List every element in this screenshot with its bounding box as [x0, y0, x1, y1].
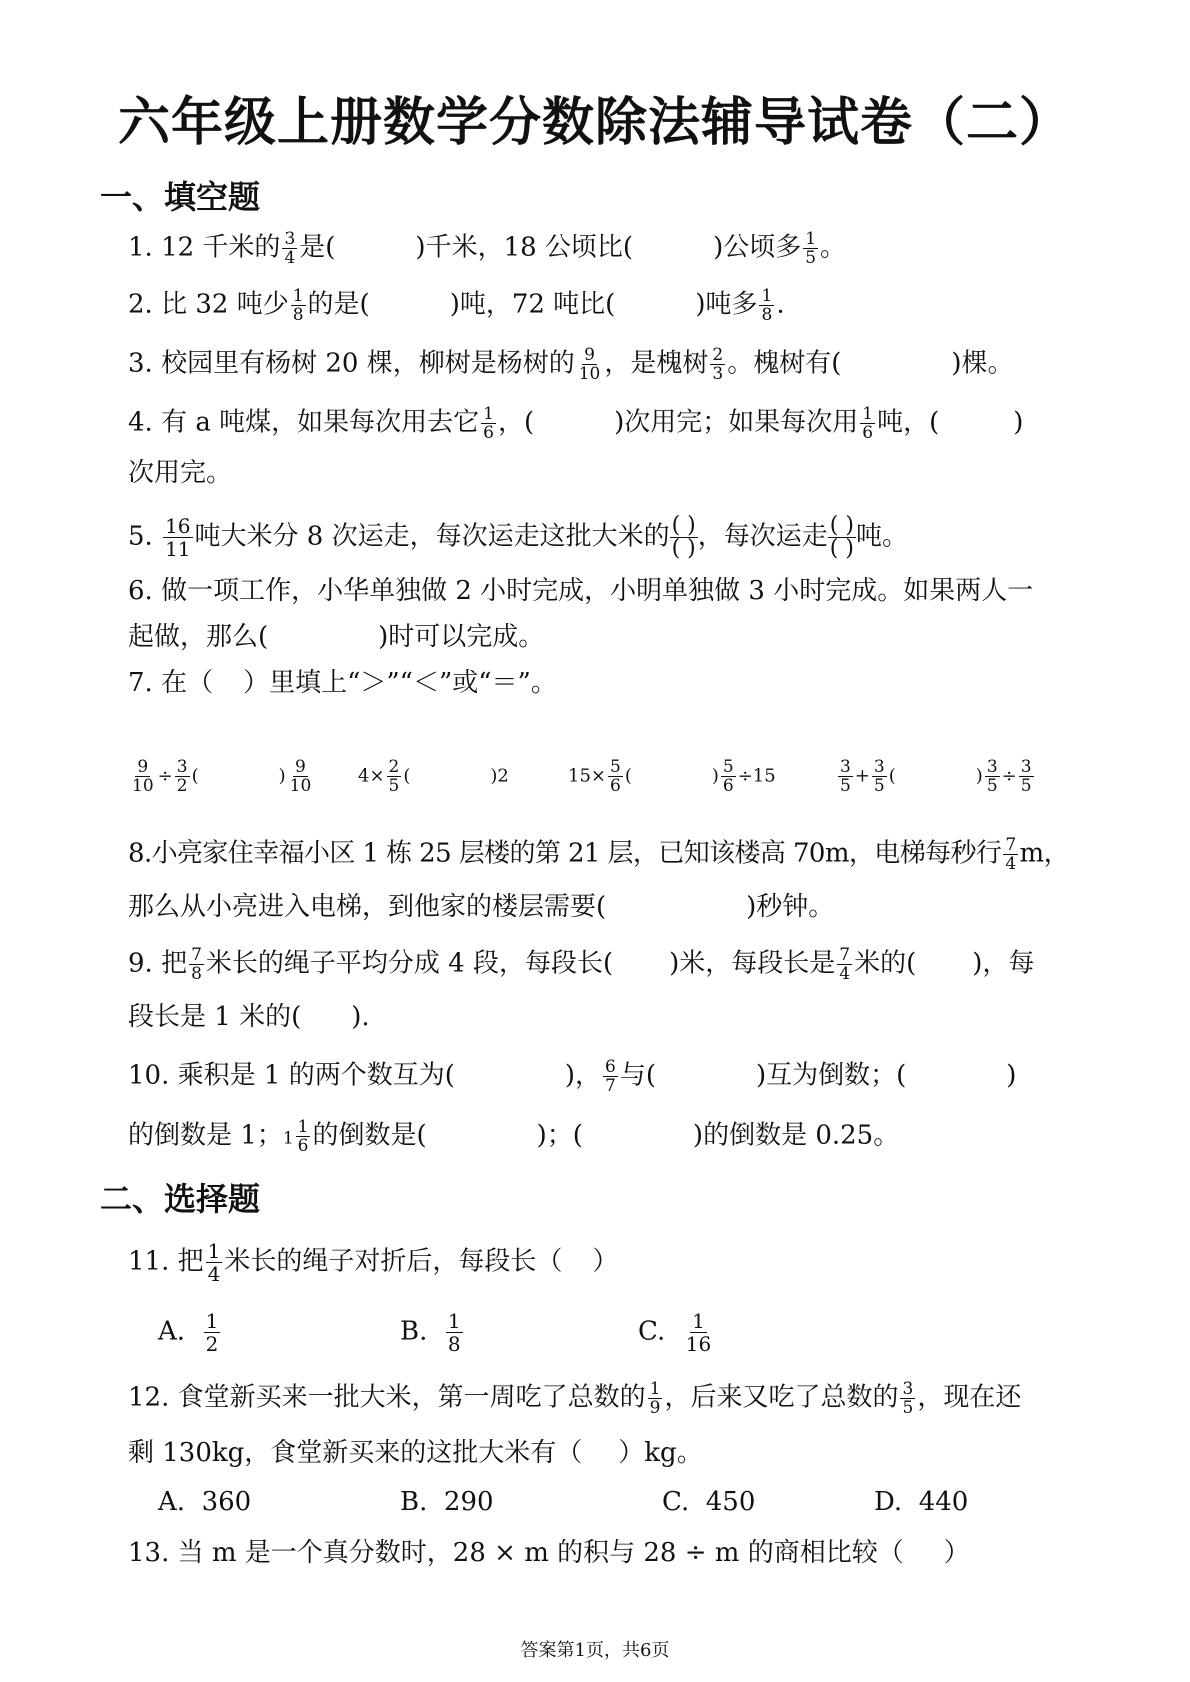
- fraction: $\frac{3}{5}$: [1020, 757, 1032, 796]
- fraction: $\frac{5}{6}$: [722, 757, 734, 796]
- fraction: $\frac{1}{8}$: [761, 286, 773, 325]
- option-d[interactable]: D. 440: [874, 1487, 969, 1517]
- question-5: 5. $\frac{16}{11}$ 吨大米分 8 次运走，每次运走这批大米的 ( ) ( ) ，每次运走 ( ) ( ) 吨。: [128, 513, 908, 561]
- fraction: $\frac{3}{5}$: [902, 1379, 914, 1418]
- question-13: 13. 当 m 是一个真分数时，28 × m 的积与 28 ÷ m 的商相比较（ ）: [128, 1538, 970, 1568]
- question-12: 12. 食堂新买来一批大米，第一周吃了总数的 $\frac{1}{9}$ ，后来又吃了总数的 $\frac{3}{5}$ ，现在还: [128, 1379, 1022, 1418]
- fraction: $\frac{1}{8}$: [447, 1309, 461, 1356]
- fraction: $\frac{1}{8}$: [292, 286, 304, 325]
- question-7: 7. 在（ ）里填上“＞”“＜”或“＝”。: [128, 668, 557, 698]
- fraction: $\frac{3}{2}$: [176, 757, 188, 796]
- fraction: $\frac{3}{4}$: [284, 229, 296, 268]
- fraction: $\frac{9}{10}$: [289, 757, 312, 796]
- question-11: 11. 把 $\frac{1}{4}$ 米长的绳子对折后，每段长（ ）: [128, 1239, 619, 1286]
- fraction: $\frac{9}{10}$: [132, 757, 154, 796]
- section-fill-heading: 一、填空题: [100, 178, 261, 216]
- page-title: 六年级上册数学分数除法辅导试卷（二）: [117, 93, 1072, 153]
- fraction: $\frac{3}{5}$: [986, 757, 998, 796]
- question-4-cont: 次用完。: [128, 458, 233, 488]
- fraction: $\frac{1}{6}$: [483, 404, 494, 443]
- fraction: $\frac{1}{4}$: [207, 1239, 221, 1286]
- option-c[interactable]: C. 450: [662, 1487, 756, 1517]
- question-9-cont: 段长是 1 米的( ).: [128, 1002, 370, 1032]
- question-10-cont: 的倒数是 1；1 $\frac{1}{6}$ 的倒数是( )；( )的倒数是 0.25。: [128, 1117, 900, 1156]
- question-2: 2. 比 32 吨少 $\frac{1}{8}$ 的是( )吨，72 吨比( )吨多 $\frac{1}{8}$ .: [128, 286, 785, 325]
- question-1: 1. 12 千米的 $\frac{3}{4}$ 是( )千米，18 公顷比( )公顷多 $\frac{1}{5}$ 。: [128, 229, 847, 268]
- fraction: $\frac{2}{3}$: [712, 345, 724, 384]
- compare-item-3: 15× $\frac{5}{6}$ ( ) $\frac{5}{6}$ ÷15: [568, 757, 776, 796]
- option-a[interactable]: A. $\frac{1}{2}$: [158, 1309, 219, 1356]
- blank-fraction[interactable]: ( ) ( ): [671, 513, 696, 561]
- question-6: 6. 做一项工作，小华单独做 2 小时完成，小明单独做 3 小时完成。如果两人一: [128, 576, 1034, 606]
- fraction: $\frac{1}{5}$: [805, 229, 817, 268]
- option-a[interactable]: A. 360: [158, 1487, 252, 1517]
- fraction: $\frac{5}{6}$: [610, 757, 621, 796]
- fraction: $\frac{1}{2}$: [205, 1309, 219, 1356]
- fraction: $\frac{1}{9}$: [649, 1379, 661, 1418]
- question-4: 4. 有 a 吨煤，如果每次用去它 $\frac{1}{6}$ ，( )次用完；如果每次用 $\frac{1}{6}$ 吨，( ): [128, 404, 1024, 443]
- page-footer: 答案第1页，共6页: [520, 1640, 670, 1661]
- question-10: 10. 乘积是 1 的两个数互为( )， $\frac{6}{7}$ 与( )互为倒数；( ): [128, 1057, 1017, 1096]
- fraction: $\frac{3}{5}$: [840, 757, 851, 796]
- fraction: $\frac{7}{4}$: [1005, 835, 1016, 874]
- fraction: $\frac{9}{10}$: [578, 345, 601, 384]
- question-9: 9. 把 $\frac{7}{8}$ 米长的绳子平均分成 4 段，每段长( )米，每段长是 $\frac{7}{4}$ 米的( )，每: [128, 945, 1035, 984]
- option-c[interactable]: C. $\frac{1}{16}$: [638, 1309, 712, 1356]
- fraction: $\frac{1}{6}$: [862, 404, 874, 443]
- fraction: $\frac{1}{6}$: [297, 1117, 309, 1156]
- fraction: $\frac{7}{8}$: [191, 945, 202, 984]
- question-8: 8.小亮家住幸福小区 1 栋 25 层楼的第 21 层，已知该楼高 70m，电梯每秒行 $\frac{7}{4}$ m，: [128, 835, 1069, 874]
- fraction: $\frac{2}{5}$: [388, 757, 400, 796]
- blank-fraction[interactable]: ( ) ( ): [829, 513, 854, 561]
- question-6-cont: 起做，那么( )时可以完成。: [128, 622, 545, 652]
- compare-item-2: 4× $\frac{2}{5}$ ( )2: [358, 757, 509, 796]
- compare-item-1: $\frac{9}{10}$ ÷ $\frac{3}{2}$ ( ) $\frac{9}{10}$: [132, 757, 312, 796]
- option-b[interactable]: B. 290: [400, 1487, 494, 1517]
- question-8-cont: 那么从小亮进入电梯，到他家的楼层需要( )秒钟。: [128, 892, 835, 922]
- section-choice-heading: 二、选择题: [100, 1180, 261, 1218]
- fraction: $\frac{6}{7}$: [605, 1057, 616, 1096]
- option-b[interactable]: B. $\frac{1}{8}$: [400, 1309, 461, 1356]
- question-3: 3. 校园里有杨树 20 棵，柳树是杨树的 $\frac{9}{10}$ ，是槐树 $\frac{2}{3}$ 。槐树有( )棵。: [128, 345, 1014, 384]
- fraction: $\frac{1}{16}$: [685, 1309, 712, 1356]
- compare-item-4: $\frac{3}{5}$ + $\frac{3}{5}$ ( ) $\frac{3}{5}$ ÷ $\frac{3}{5}$: [840, 757, 1032, 796]
- fraction: $\frac{16}{11}$: [165, 514, 191, 561]
- fraction: $\frac{3}{5}$: [873, 757, 885, 796]
- question-12-cont: 剩 130kg，食堂新买来的这批大米有（ ）kg。: [128, 1438, 703, 1468]
- fraction: $\frac{7}{4}$: [839, 945, 851, 984]
